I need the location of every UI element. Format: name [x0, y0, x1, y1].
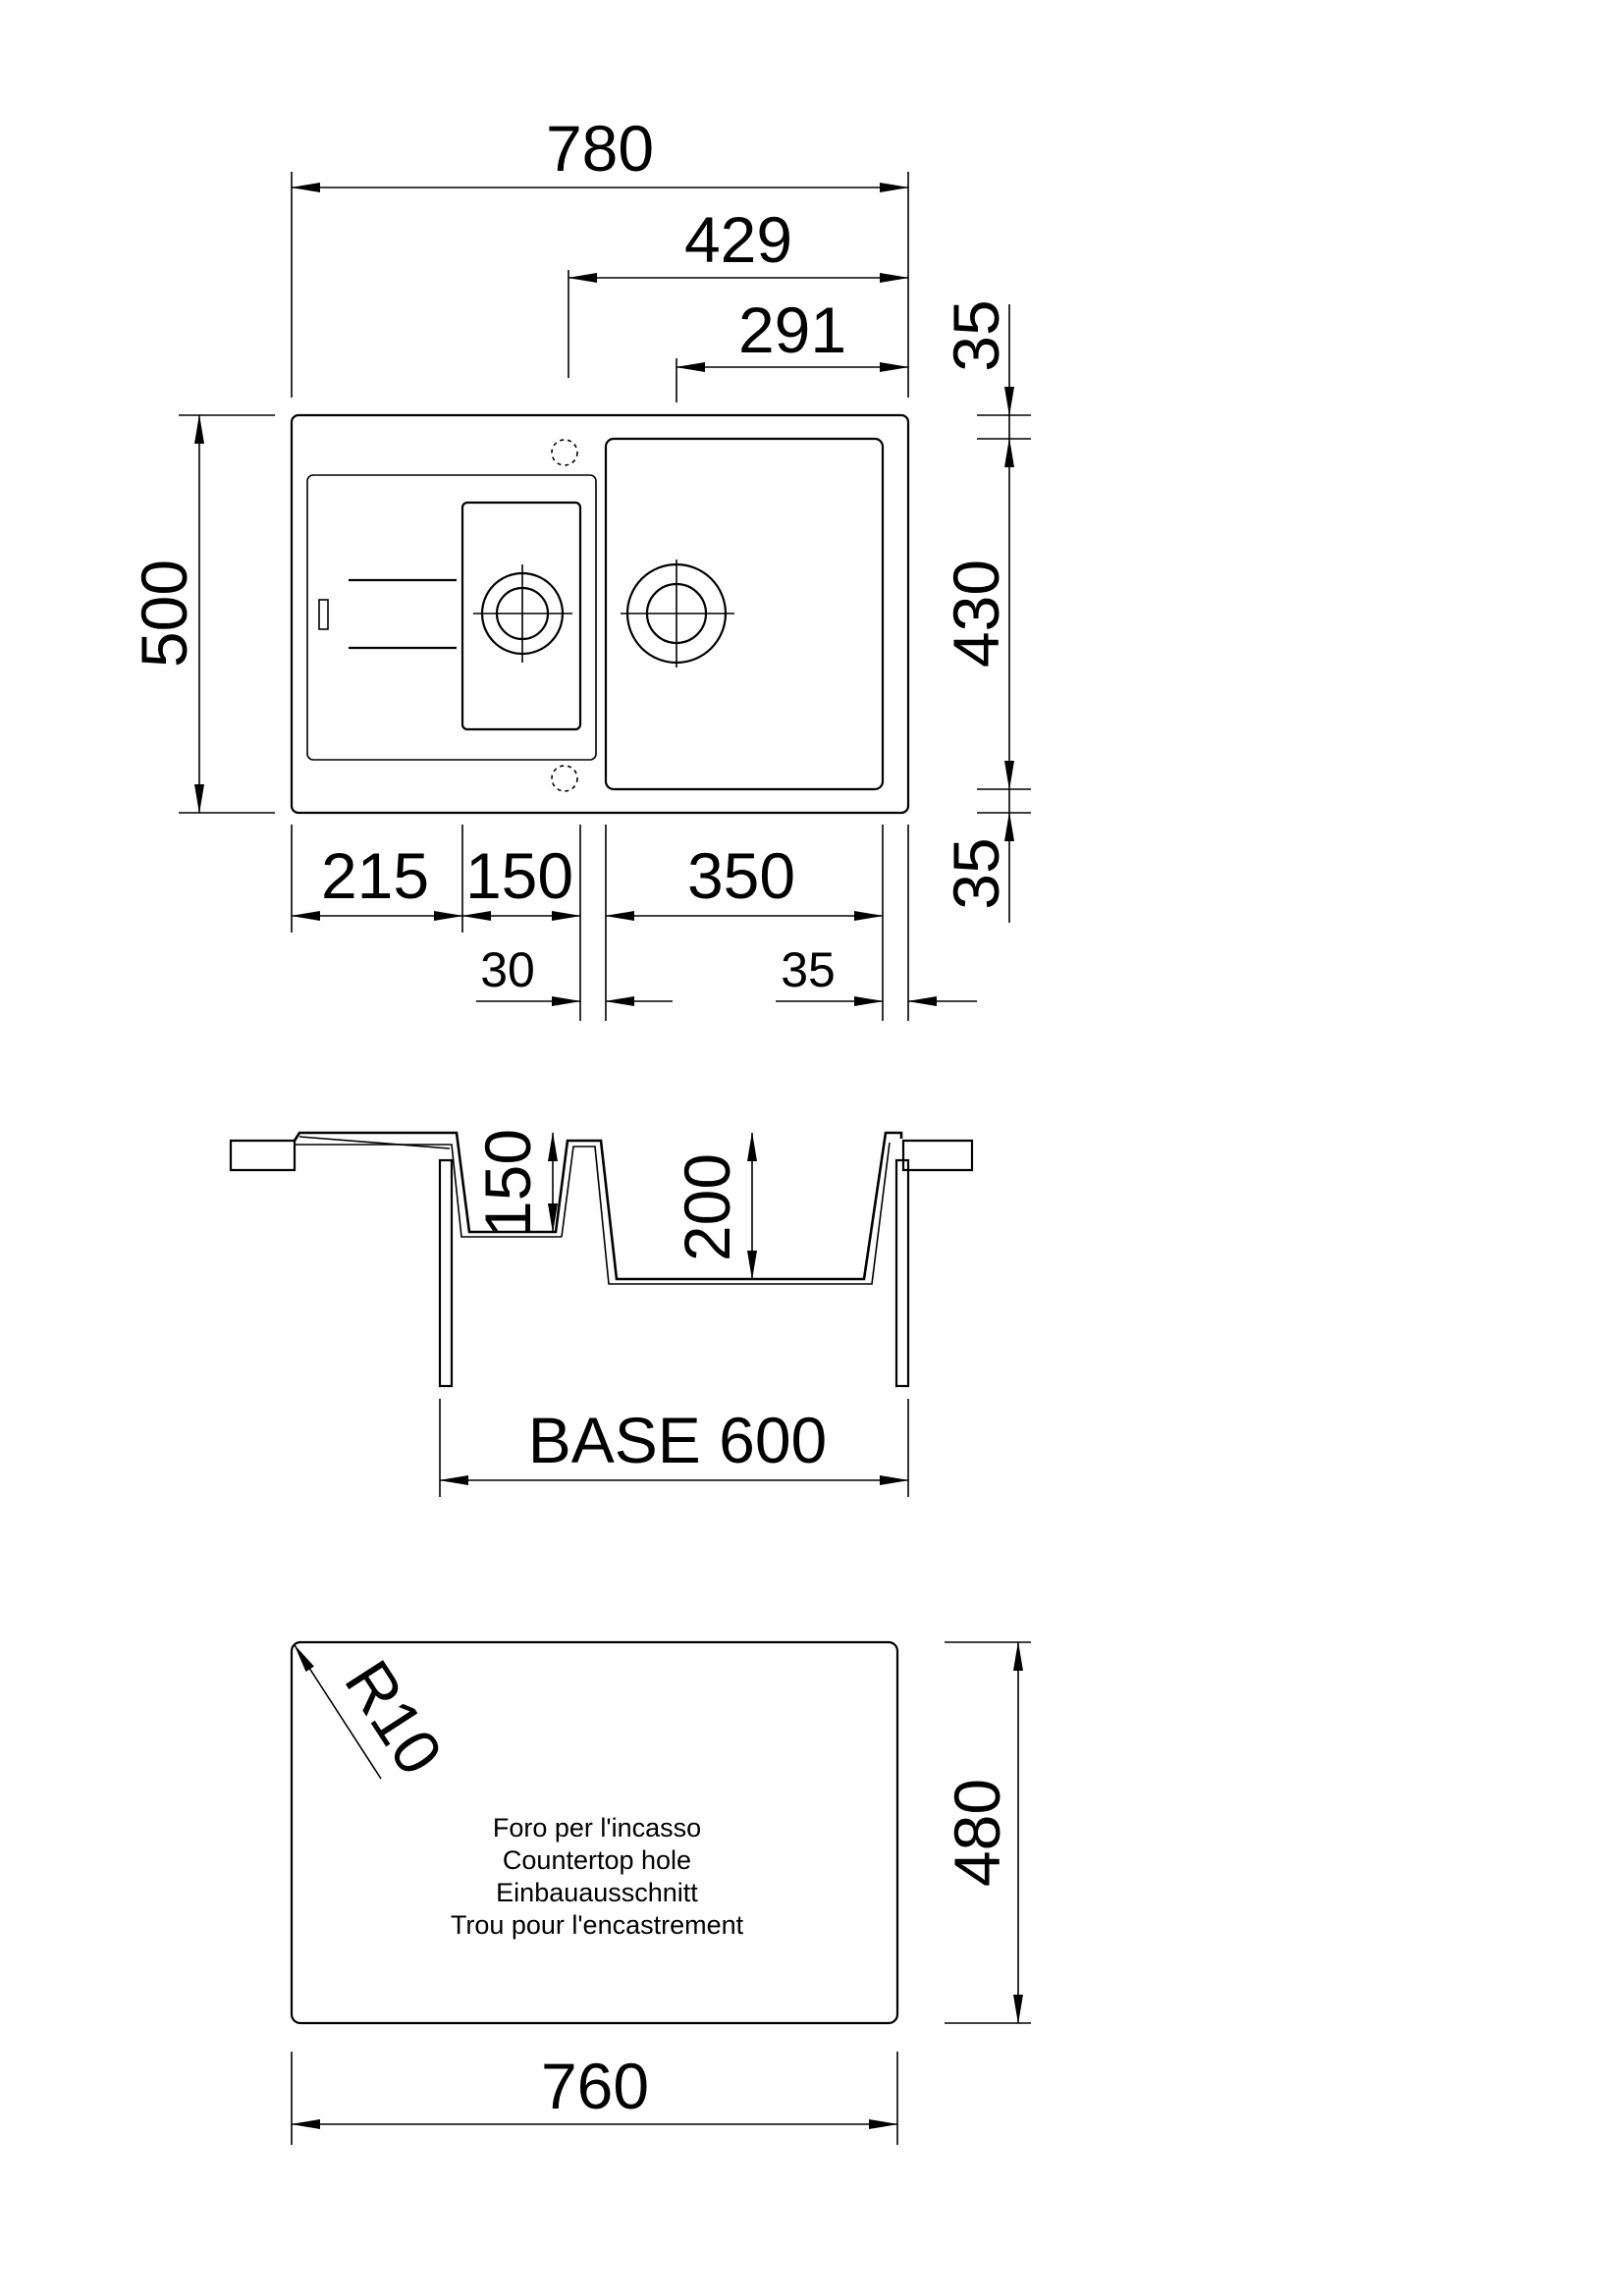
dim-429: 429 [683, 203, 793, 276]
cutout-note-de: Einbauausschnitt [496, 1878, 698, 1907]
tap-hole-icon [552, 766, 577, 791]
dim-overall-depth: 500 [128, 559, 200, 668]
dim-top-margin: 35 [940, 299, 1012, 372]
cabinet-side-left [440, 1160, 452, 1386]
dim-edge-width: 35 [781, 942, 836, 997]
cutout-note-en: Countertop hole [502, 1845, 692, 1875]
dim-cutout-width: 760 [540, 2050, 650, 2122]
cutout-note-fr: Trou pour l'encastrement [450, 1910, 744, 1940]
large-bowl-waste [621, 560, 734, 667]
sink-section-profile [295, 1133, 901, 1279]
base-label: BASE 600 [527, 1404, 828, 1476]
cutout-view [292, 1642, 1031, 2145]
dim-291: 291 [737, 294, 847, 366]
dim-divider-width: 30 [480, 942, 535, 997]
section-view [231, 1129, 972, 1497]
tap-hole-icon [552, 440, 577, 465]
plan-view [128, 112, 1031, 1021]
dim-small-bowl-depth: 150 [471, 1128, 544, 1238]
drainer-area [307, 475, 596, 760]
dim-bottom-margin: 35 [940, 837, 1012, 910]
dim-large-bowl-width: 350 [686, 839, 796, 912]
cabinet-side-right [896, 1160, 908, 1386]
dim-cutout-height: 480 [941, 1778, 1013, 1888]
dim-drainer-width: 215 [320, 839, 430, 912]
countertop-right [903, 1141, 972, 1170]
countertop-left [231, 1141, 295, 1170]
cutout-note-it: Foro per l'incasso [492, 1813, 702, 1842]
dim-small-bowl-width: 150 [464, 839, 574, 912]
dim-bowl-depth: 430 [940, 559, 1012, 668]
corner-radius-label: R10 [331, 1647, 458, 1788]
small-bowl-waste [473, 564, 572, 663]
dim-overall-width: 780 [545, 112, 655, 185]
dim-large-bowl-depth: 200 [671, 1152, 743, 1262]
overflow-slot [319, 600, 328, 629]
